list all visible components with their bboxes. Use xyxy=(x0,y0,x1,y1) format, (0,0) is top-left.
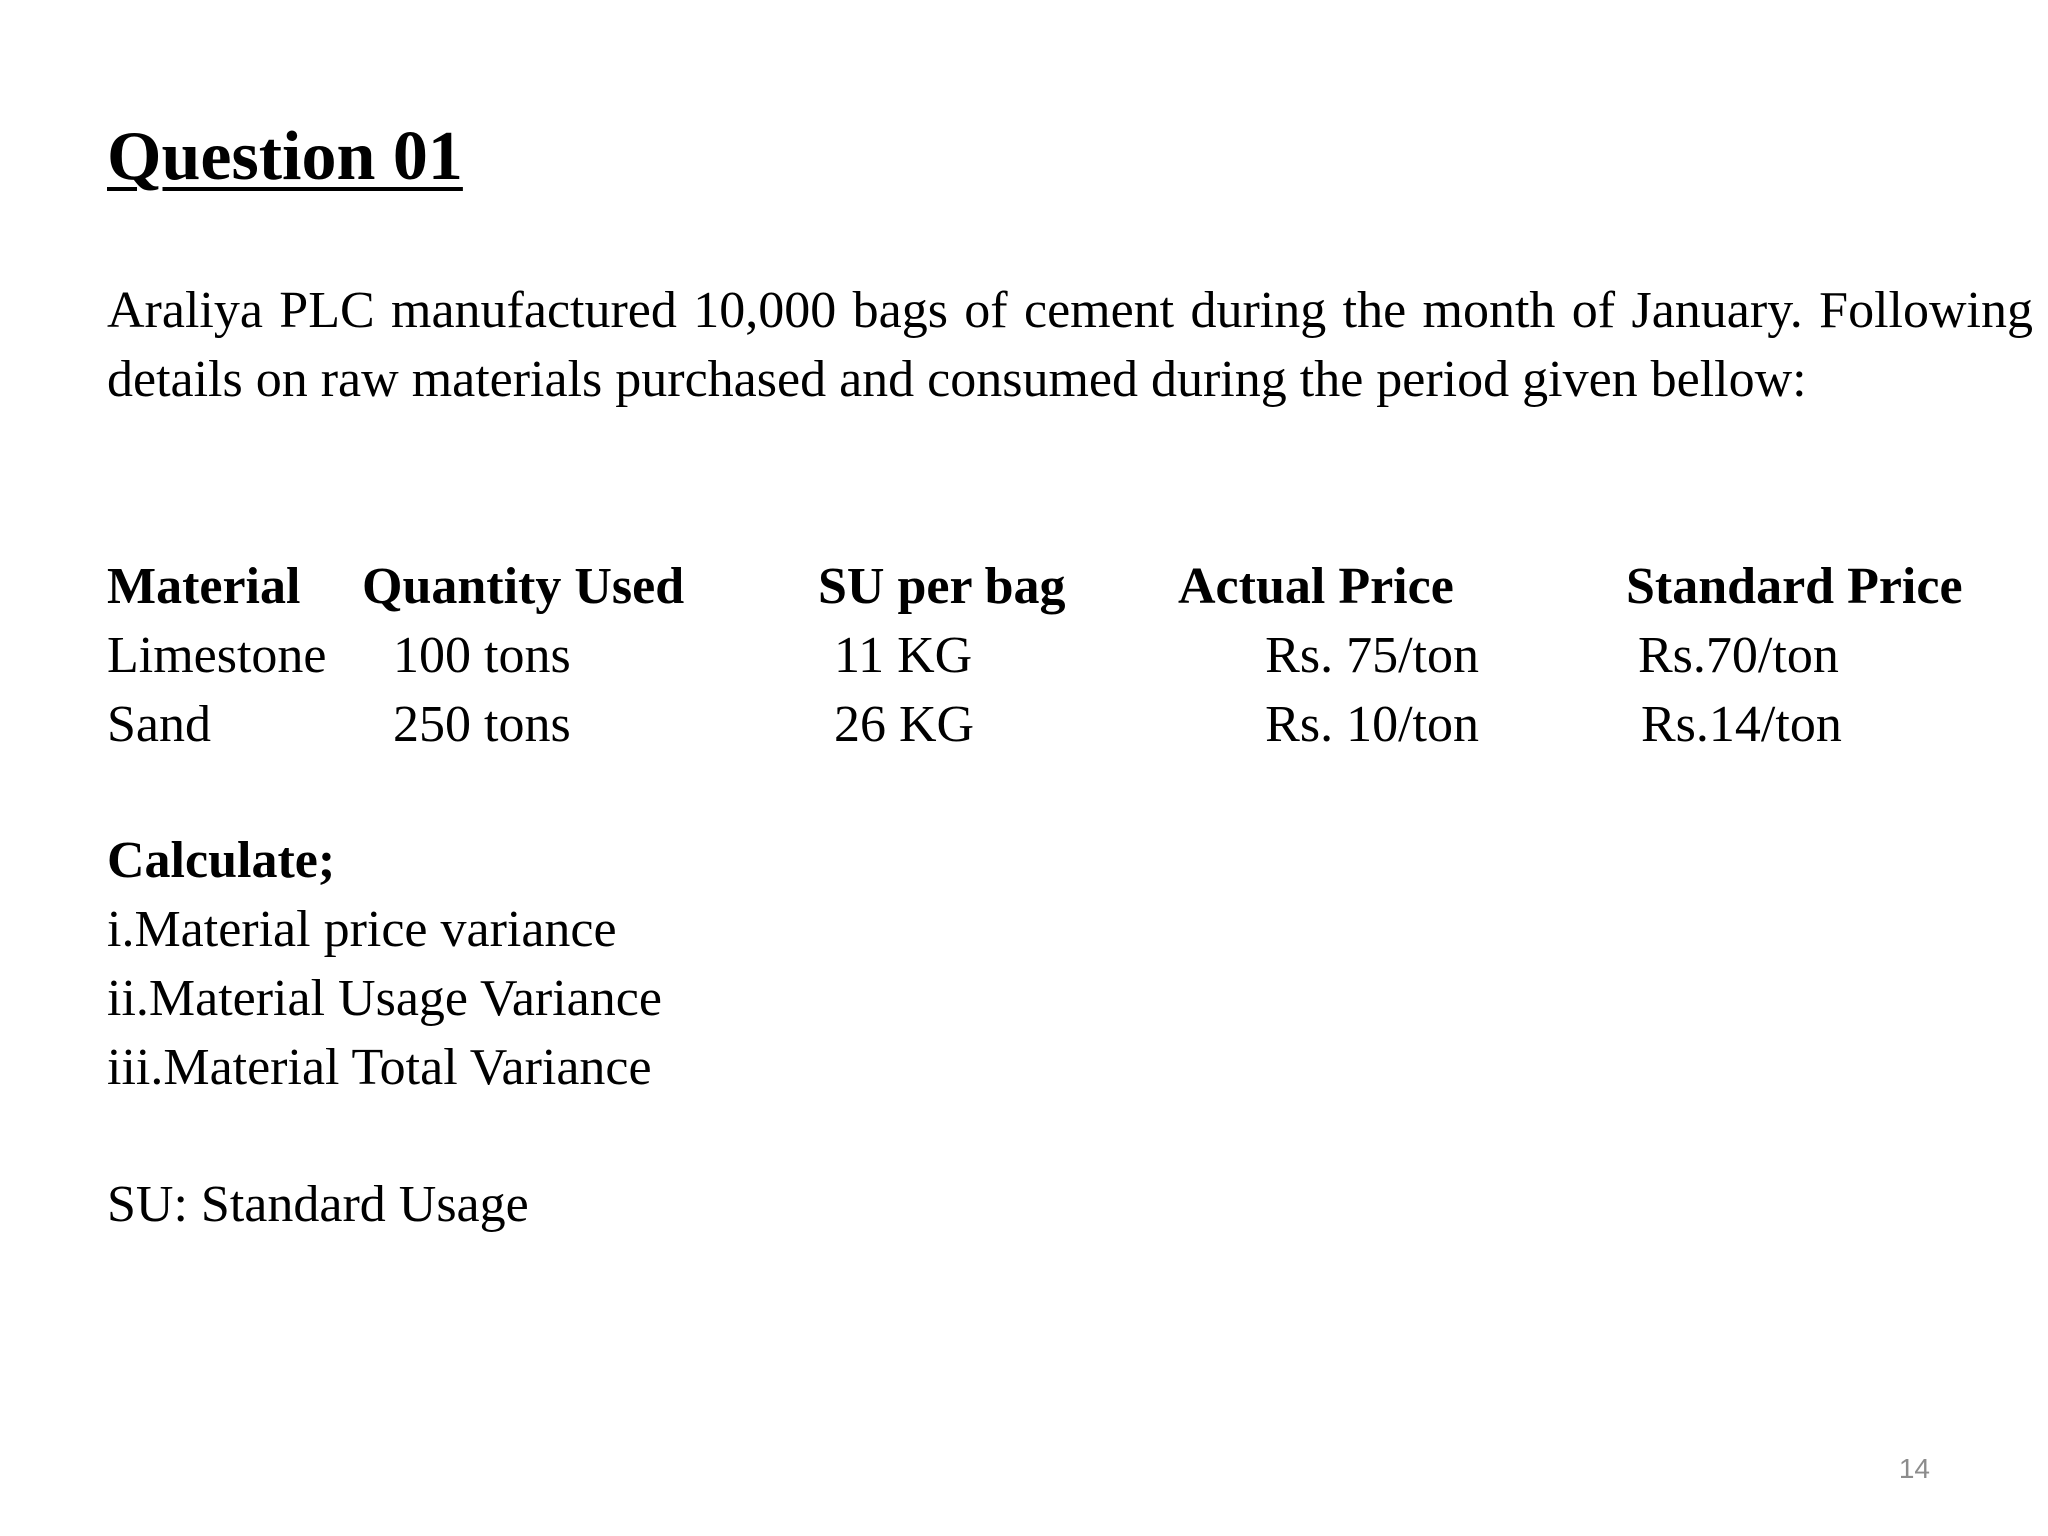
table-cell-quantity-used: 250 tons xyxy=(393,696,571,753)
table-cell-material: Limestone xyxy=(107,627,327,684)
list-item: iii.Material Total Variance xyxy=(107,1039,652,1096)
materials-table xyxy=(0,552,2048,762)
table-cell-su-per-bag: 26 KG xyxy=(834,696,975,753)
header-actual-price: Actual Price xyxy=(1178,558,1454,615)
page-number: 14 xyxy=(1898,1453,1930,1484)
table-cell-material: Sand xyxy=(107,696,211,753)
table-cell-actual-price: Rs. 10/ton xyxy=(1265,696,1479,753)
list-item: i.Material price variance xyxy=(107,901,617,958)
calculate-heading: Calculate; xyxy=(107,832,336,889)
table-cell-standard-price: Rs.14/ton xyxy=(1641,696,1842,753)
table-cell-quantity-used: 100 tons xyxy=(393,627,571,684)
table-cell-su-per-bag: 11 KG xyxy=(834,627,973,684)
table-cell-actual-price: Rs. 75/ton xyxy=(1265,627,1479,684)
abbreviation-note: SU: Standard Usage xyxy=(107,1176,529,1233)
calculate-section xyxy=(107,826,662,1102)
header-material: Material xyxy=(107,558,301,615)
header-su-per-bag: SU per bag xyxy=(818,558,1066,615)
header-quantity-used: Quantity Used xyxy=(362,558,685,615)
question-intro-paragraph: Araliya PLC manufactured 10,000 bags of cement during the month of January. Following details on raw materials purchased and consumed during the period given bellow: xyxy=(107,282,2033,408)
question-title: Question 01 xyxy=(107,118,463,195)
list-item: ii.Material Usage Variance xyxy=(107,970,662,1027)
header-standard-price: Standard Price xyxy=(1626,558,1963,615)
table-cell-standard-price: Rs.70/ton xyxy=(1638,627,1839,684)
